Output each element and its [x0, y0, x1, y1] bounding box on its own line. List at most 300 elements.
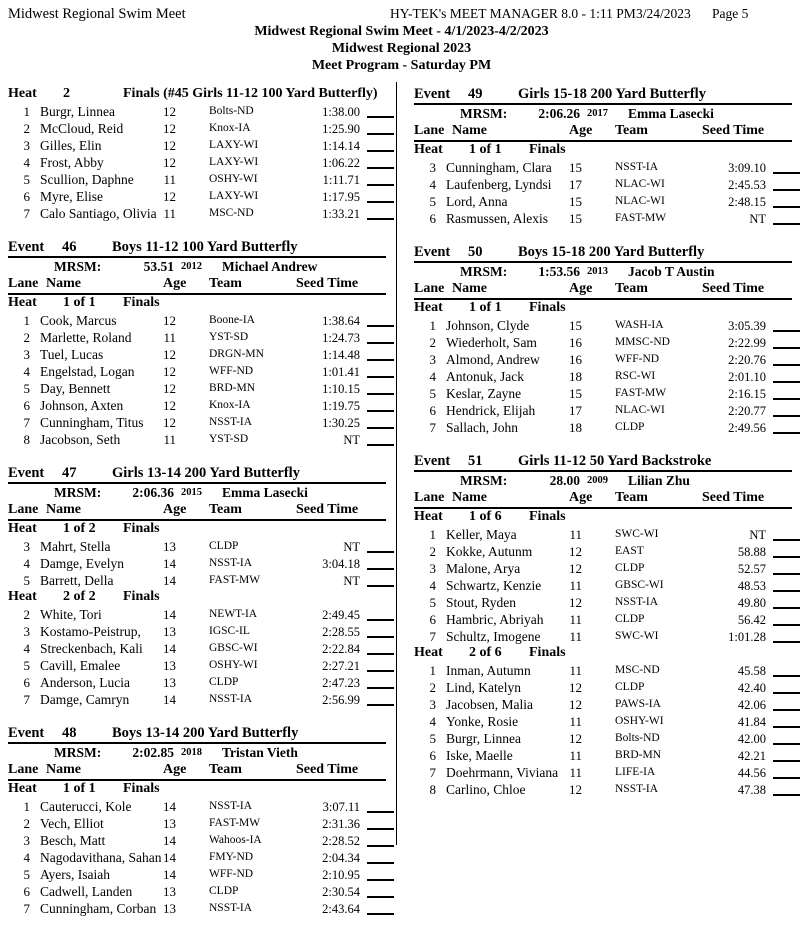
record-holder: Lilian Zhu — [628, 473, 690, 488]
record-tag: MRSM: — [460, 106, 508, 121]
swimmer-seed-time: 42.00 — [737, 732, 766, 746]
result-blank-line — [367, 619, 394, 621]
swimmer-seed-time: 2:47.23 — [322, 676, 360, 690]
swimmer-lane: 4 — [429, 578, 436, 593]
column-header-team: Team — [209, 276, 242, 291]
swimmer-name: Johnson, Axten — [40, 398, 124, 413]
table-row — [0, 900, 396, 917]
swimmer-seed-time: 1:30.25 — [322, 416, 360, 430]
result-blank-line — [773, 364, 800, 366]
record-holder: Emma Lasecki — [628, 106, 714, 121]
event-block — [0, 725, 396, 934]
swimmer-lane: 5 — [429, 194, 436, 209]
heat-round: Finals — [529, 645, 566, 660]
swimmer-age: 14 — [163, 641, 176, 656]
heat-number: 1 of 1 — [469, 300, 502, 315]
swimmer-age: 14 — [163, 799, 176, 814]
table-row — [0, 640, 396, 657]
column-header-row — [0, 276, 396, 295]
swimmer-seed-time: 41.84 — [737, 715, 766, 729]
swimmer-name: Vech, Elliot — [40, 816, 104, 831]
heat-number: 1 of 2 — [63, 521, 96, 536]
swimmer-name: Cavill, Emalee — [40, 658, 121, 673]
heat-label: Heat — [414, 142, 443, 157]
result-blank-line — [773, 415, 800, 417]
table-row — [0, 798, 396, 815]
swimmer-lane: 3 — [429, 160, 436, 175]
swimmer-age: 12 — [569, 595, 582, 610]
result-blank-line — [773, 223, 800, 225]
swimmer-age: 12 — [569, 782, 582, 797]
swimmer-team: LIFE-IA — [615, 766, 656, 778]
swimmer-seed-time: 42.06 — [737, 698, 766, 712]
record-tag: MRSM: — [460, 473, 508, 488]
record-tag: MRSM: — [54, 259, 102, 274]
swimmer-lane: 7 — [429, 629, 436, 644]
swimmer-seed-time: 1:17.95 — [322, 190, 360, 204]
result-blank-line — [367, 116, 394, 118]
heat-number: 1 of 1 — [469, 142, 502, 157]
record-holder: Tristan Vieth — [222, 745, 298, 760]
record-holder: Jacob T Austin — [628, 264, 715, 279]
column-header-team: Team — [209, 762, 242, 777]
swimmer-team: CLDP — [615, 421, 645, 433]
swimmer-lane: 7 — [23, 901, 30, 916]
column-header-age: Age — [569, 123, 593, 138]
swimmer-seed-time: 2:10.95 — [322, 868, 360, 882]
result-blank-line — [773, 794, 800, 796]
swimmer-lane: 2 — [23, 607, 30, 622]
swimmer-age: 12 — [163, 398, 176, 413]
swimmer-name: Kostamo-Peistrup, — [40, 624, 141, 639]
result-blank-line — [367, 359, 394, 361]
table-row — [406, 176, 802, 193]
swimmer-team: WASH-IA — [615, 319, 664, 331]
swimmer-age: 12 — [163, 104, 176, 119]
event-description: Boys 15-18 200 Yard Butterfly — [518, 244, 705, 260]
swimmer-seed-time: 1:06.22 — [322, 156, 360, 170]
swimmer-lane: 6 — [23, 189, 30, 204]
swimmer-age: 14 — [163, 833, 176, 848]
swimmer-seed-time: 2:22.84 — [322, 642, 360, 656]
swimmer-name: Kokke, Autunm — [446, 544, 533, 559]
swimmer-lane: 5 — [23, 381, 30, 396]
swimmer-age: 14 — [163, 692, 176, 707]
event-label: Event — [414, 244, 451, 260]
table-row — [406, 351, 802, 368]
swimmer-team: NSST-IA — [209, 416, 253, 428]
swimmer-team: Bolts-ND — [615, 732, 660, 744]
column-header-row — [406, 123, 802, 142]
swimmer-name: Schultz, Imogene — [446, 629, 541, 644]
software-version: HY-TEK's MEET MANAGER 8.0 - 1:11 PM — [390, 6, 636, 21]
column-header-row — [0, 502, 396, 521]
result-blank-line — [367, 393, 394, 395]
program-session-label: Meet Program - Saturday PM — [311, 58, 492, 73]
swimmer-seed-time: 1:25.90 — [322, 122, 360, 136]
table-row — [0, 103, 396, 120]
record-year: 2012 — [181, 261, 202, 272]
swimmer-team: LAXY-WI — [209, 139, 259, 151]
table-row — [406, 159, 802, 176]
swimmer-age: 13 — [163, 624, 176, 639]
swimmer-team: OSHY-WI — [209, 173, 258, 185]
table-row — [406, 628, 802, 645]
swimmer-seed-time: 2:56.99 — [322, 693, 360, 707]
column-header-row — [406, 281, 802, 300]
result-blank-line — [773, 573, 800, 575]
swimmer-seed-time: 49.80 — [737, 596, 766, 610]
heat-header-row — [406, 300, 802, 317]
heat-number: 2 — [63, 86, 70, 101]
swimmer-name: Antonuk, Jack — [446, 369, 524, 384]
swimmer-seed-time: NT — [749, 212, 766, 226]
event-title-row — [406, 244, 802, 263]
swimmer-seed-time: 3:04.18 — [322, 557, 360, 571]
result-blank-line — [367, 896, 394, 898]
event-description: Boys 11-12 100 Yard Butterfly — [112, 239, 298, 255]
event-title-row — [406, 86, 802, 105]
swimmer-age: 13 — [163, 884, 176, 899]
swimmer-age: 11 — [569, 765, 582, 780]
swimmer-age: 14 — [163, 573, 176, 588]
swimmer-name: Lind, Katelyn — [446, 680, 521, 695]
swimmer-seed-time: 44.56 — [737, 766, 766, 780]
swimmer-age: 13 — [163, 675, 176, 690]
heat-label: Heat — [8, 521, 37, 536]
heat-header-row — [0, 86, 396, 103]
swimmer-lane: 8 — [429, 782, 436, 797]
heat-label: Heat — [8, 295, 37, 310]
table-row — [0, 674, 396, 691]
swimmer-lane: 6 — [23, 675, 30, 690]
event-title-row — [0, 725, 396, 744]
swimmer-age: 11 — [569, 629, 582, 644]
swimmer-lane: 2 — [429, 680, 436, 695]
heat-header-row — [406, 645, 802, 662]
result-blank-line — [773, 381, 800, 383]
table-row — [406, 747, 802, 764]
column-header-age: Age — [163, 762, 187, 777]
swimmer-team: FAST-MW — [209, 817, 261, 829]
swimmer-team: NSST-IA — [209, 800, 253, 812]
result-blank-line — [367, 184, 394, 186]
swimmer-seed-time: 1:19.75 — [322, 399, 360, 413]
column-header-name: Name — [46, 502, 81, 517]
record-year: 2009 — [587, 475, 608, 486]
swimmer-name: Nagodavithana, Sahan — [40, 850, 162, 865]
swimmer-age: 11 — [569, 527, 582, 542]
result-blank-line — [367, 150, 394, 152]
swimmer-lane: 3 — [23, 833, 30, 848]
record-time: 1:53.56 — [538, 264, 580, 279]
event-label: Event — [8, 465, 45, 481]
event-block — [406, 244, 802, 453]
swimmer-lane: 6 — [429, 211, 436, 226]
swimmer-age: 15 — [569, 386, 582, 401]
table-row — [406, 781, 802, 798]
column-header-team: Team — [615, 490, 648, 505]
swimmer-age: 12 — [569, 680, 582, 695]
swimmer-age: 12 — [163, 364, 176, 379]
heat-header-row — [0, 781, 396, 798]
swimmer-name: Mahrt, Stella — [40, 539, 111, 554]
swimmer-seed-time: NT — [343, 540, 360, 554]
swimmer-age: 12 — [163, 381, 176, 396]
swimmer-lane: 7 — [23, 415, 30, 430]
swimmer-seed-time: 1:01.28 — [728, 630, 766, 644]
result-blank-line — [367, 201, 394, 203]
heat-round: Finals — [123, 589, 160, 604]
record-year: 2015 — [181, 487, 202, 498]
heat-label: Heat — [8, 86, 37, 101]
swimmer-seed-time: 58.88 — [737, 545, 766, 559]
heat-round: Finals — [529, 509, 566, 524]
heat-round: Finals — [123, 781, 160, 796]
swimmer-team: MSC-ND — [615, 664, 660, 676]
swimmer-seed-time: 2:04.34 — [322, 851, 360, 865]
swimmer-seed-time: 1:14.14 — [322, 139, 360, 153]
swimmer-lane: 5 — [23, 172, 30, 187]
swimmer-age: 11 — [569, 748, 582, 763]
swimmer-lane: 4 — [429, 369, 436, 384]
heat-number: 2 of 2 — [63, 589, 96, 604]
column-header-seed-time: Seed Time — [296, 276, 359, 291]
heat-header-row — [0, 521, 396, 538]
swimmer-name: Cadwell, Landen — [40, 884, 133, 899]
swimmer-team: Knox-IA — [209, 122, 251, 134]
column-header-team: Team — [209, 502, 242, 517]
heat-label: Heat — [8, 589, 37, 604]
swimmer-lane: 1 — [23, 104, 30, 119]
swimmer-seed-time: NT — [749, 528, 766, 542]
swimmer-lane: 1 — [429, 527, 436, 542]
swimmer-age: 18 — [569, 369, 582, 384]
event-number: 50 — [468, 244, 483, 260]
swimmer-lane: 4 — [23, 556, 30, 571]
result-blank-line — [773, 539, 800, 541]
column-header-lane: Lane — [414, 123, 445, 138]
swimmer-team: EAST — [615, 545, 644, 557]
swimmer-seed-time: 2:49.56 — [728, 421, 766, 435]
event-block — [0, 465, 396, 725]
heat-number: 2 of 6 — [469, 645, 502, 660]
table-row — [0, 572, 396, 589]
result-blank-line — [773, 624, 800, 626]
column-header-row — [406, 490, 802, 509]
swimmer-age: 15 — [569, 160, 582, 175]
swimmer-lane: 4 — [23, 850, 30, 865]
swimmer-team: BRD-MN — [615, 749, 662, 761]
result-blank-line — [367, 167, 394, 169]
meet-title-dates: Midwest Regional Swim Meet - 4/1/2023-4/2/2023 — [254, 24, 549, 39]
swimmer-lane: 6 — [429, 612, 436, 627]
result-blank-line — [367, 913, 394, 915]
swimmer-name: Hambric, Abriyah — [446, 612, 544, 627]
swimmer-age: 16 — [569, 352, 582, 367]
column-header-seed-time: Seed Time — [296, 502, 359, 517]
event-title-row — [0, 239, 396, 258]
result-blank-line — [773, 590, 800, 592]
swimmer-team: IGSC-IL — [209, 625, 250, 637]
column-header-name: Name — [452, 123, 487, 138]
event-block — [406, 453, 802, 815]
swimmer-lane: 7 — [23, 206, 30, 221]
swimmer-seed-time: 2:16.15 — [728, 387, 766, 401]
record-tag: MRSM: — [54, 745, 102, 760]
swimmer-seed-time: 1:33.21 — [322, 207, 360, 221]
table-row — [0, 849, 396, 866]
column-header-row — [0, 762, 396, 781]
swimmer-team: CLDP — [209, 885, 239, 897]
result-blank-line — [773, 743, 800, 745]
record-time: 2:06.36 — [132, 485, 174, 500]
table-row — [406, 317, 802, 334]
swimmer-age: 12 — [163, 189, 176, 204]
swimmer-lane: 4 — [23, 364, 30, 379]
swimmer-name: Cauterucci, Kole — [40, 799, 132, 814]
event-description: Girls 13-14 200 Yard Butterfly — [112, 465, 300, 481]
swimmer-seed-time: 45.58 — [737, 664, 766, 678]
table-row — [0, 691, 396, 708]
swimmer-seed-time: 2:30.54 — [322, 885, 360, 899]
event-number: 51 — [468, 453, 483, 469]
swimmer-lane: 3 — [23, 347, 30, 362]
column-header-lane: Lane — [8, 502, 39, 517]
swimmer-name: Rasmussen, Alexis — [446, 211, 549, 226]
record-tag: MRSM: — [54, 485, 102, 500]
result-blank-line — [367, 427, 394, 429]
table-row — [406, 679, 802, 696]
swimmer-lane: 3 — [429, 561, 436, 576]
record-row — [0, 744, 396, 762]
swimmer-name: Barrett, Della — [40, 573, 114, 588]
result-blank-line — [367, 325, 394, 327]
swimmer-age: 14 — [163, 556, 176, 571]
result-blank-line — [367, 568, 394, 570]
column-header-name: Name — [46, 762, 81, 777]
table-row — [0, 380, 396, 397]
swimmer-team: NLAC-WI — [615, 195, 665, 207]
swimmer-team: LAXY-WI — [209, 156, 259, 168]
record-row — [406, 472, 802, 490]
result-blank-line — [367, 636, 394, 638]
record-row — [0, 258, 396, 276]
meet-name-left: Midwest Regional Swim Meet — [8, 6, 186, 22]
swimmer-name: Jacobsen, Malia — [446, 697, 533, 712]
swimmer-name: McCloud, Reid — [40, 121, 124, 136]
swimmer-age: 14 — [163, 867, 176, 882]
record-row — [406, 263, 802, 281]
result-blank-line — [367, 845, 394, 847]
table-row — [406, 526, 802, 543]
header-top-line — [0, 6, 803, 24]
swimmer-name: Frost, Abby — [40, 155, 104, 170]
swimmer-lane: 6 — [429, 403, 436, 418]
table-row — [0, 329, 396, 346]
swimmer-seed-time: NT — [343, 574, 360, 588]
result-blank-line — [367, 828, 394, 830]
swimmer-team: OSHY-WI — [615, 715, 664, 727]
result-blank-line — [367, 410, 394, 412]
swimmer-age: 14 — [163, 850, 176, 865]
result-blank-line — [367, 653, 394, 655]
event-spacer — [406, 436, 802, 453]
meet-session-title: Midwest Regional 2023 — [331, 41, 472, 56]
swimmer-age: 16 — [569, 335, 582, 350]
swimmer-name: Calo Santiago, Olivia — [40, 206, 157, 221]
result-blank-line — [773, 432, 800, 434]
swimmer-team: Knox-IA — [209, 399, 251, 411]
swimmer-seed-time: 1:38.00 — [322, 105, 360, 119]
result-blank-line — [773, 692, 800, 694]
swimmer-age: 12 — [569, 697, 582, 712]
result-blank-line — [367, 218, 394, 220]
swimmer-age: 18 — [569, 420, 582, 435]
swimmer-team: Boone-IA — [209, 314, 255, 326]
swimmer-seed-time: NT — [343, 433, 360, 447]
heat-round: Finals — [529, 142, 566, 157]
swimmer-name: Damge, Evelyn — [40, 556, 124, 571]
event-spacer — [0, 917, 396, 934]
column-header-name: Name — [452, 490, 487, 505]
table-row — [0, 346, 396, 363]
record-time: 2:02.85 — [132, 745, 174, 760]
heat-number: 1 of 1 — [63, 781, 96, 796]
swimmer-seed-time: 3:05.39 — [728, 319, 766, 333]
swimmer-age: 11 — [163, 172, 176, 187]
swimmer-age: 12 — [163, 138, 176, 153]
result-blank-line — [773, 330, 800, 332]
record-tag: MRSM: — [460, 264, 508, 279]
result-blank-line — [773, 641, 800, 643]
table-row — [0, 154, 396, 171]
swimmer-team: PAWS-IA — [615, 698, 661, 710]
heat-round: Finals — [123, 521, 160, 536]
heat-header-row — [0, 295, 396, 312]
swimmer-lane: 7 — [23, 692, 30, 707]
result-blank-line — [773, 172, 800, 174]
swimmer-lane: 8 — [23, 432, 30, 447]
table-row — [406, 577, 802, 594]
event-block — [0, 86, 396, 239]
heat-round: Finals — [529, 300, 566, 315]
swimmer-team: SWC-WI — [615, 630, 659, 642]
swimmer-name: Doehrmann, Viviana — [446, 765, 559, 780]
swimmer-seed-time: 2:43.64 — [322, 902, 360, 916]
swimmer-name: Wiederholt, Sam — [446, 335, 537, 350]
event-label: Event — [8, 239, 45, 255]
result-blank-line — [367, 342, 394, 344]
table-row — [0, 606, 396, 623]
result-blank-line — [773, 709, 800, 711]
table-row — [0, 555, 396, 572]
swimmer-team: OSHY-WI — [209, 659, 258, 671]
swimmer-name: Carlino, Chloe — [446, 782, 526, 797]
swimmer-team: MMSC-ND — [615, 336, 670, 348]
swimmer-seed-time: 2:20.76 — [728, 353, 766, 367]
column-header-seed-time: Seed Time — [702, 123, 765, 138]
column-header-seed-time: Seed Time — [296, 762, 359, 777]
swimmer-lane: 6 — [23, 398, 30, 413]
swimmer-lane: 2 — [429, 335, 436, 350]
table-row — [406, 419, 802, 436]
column-header-age: Age — [163, 502, 187, 517]
swimmer-name: Schwartz, Kenzie — [446, 578, 542, 593]
swimmer-team: Wahoos-IA — [209, 834, 262, 846]
swimmer-lane: 1 — [429, 318, 436, 333]
swimmer-age: 12 — [569, 561, 582, 576]
